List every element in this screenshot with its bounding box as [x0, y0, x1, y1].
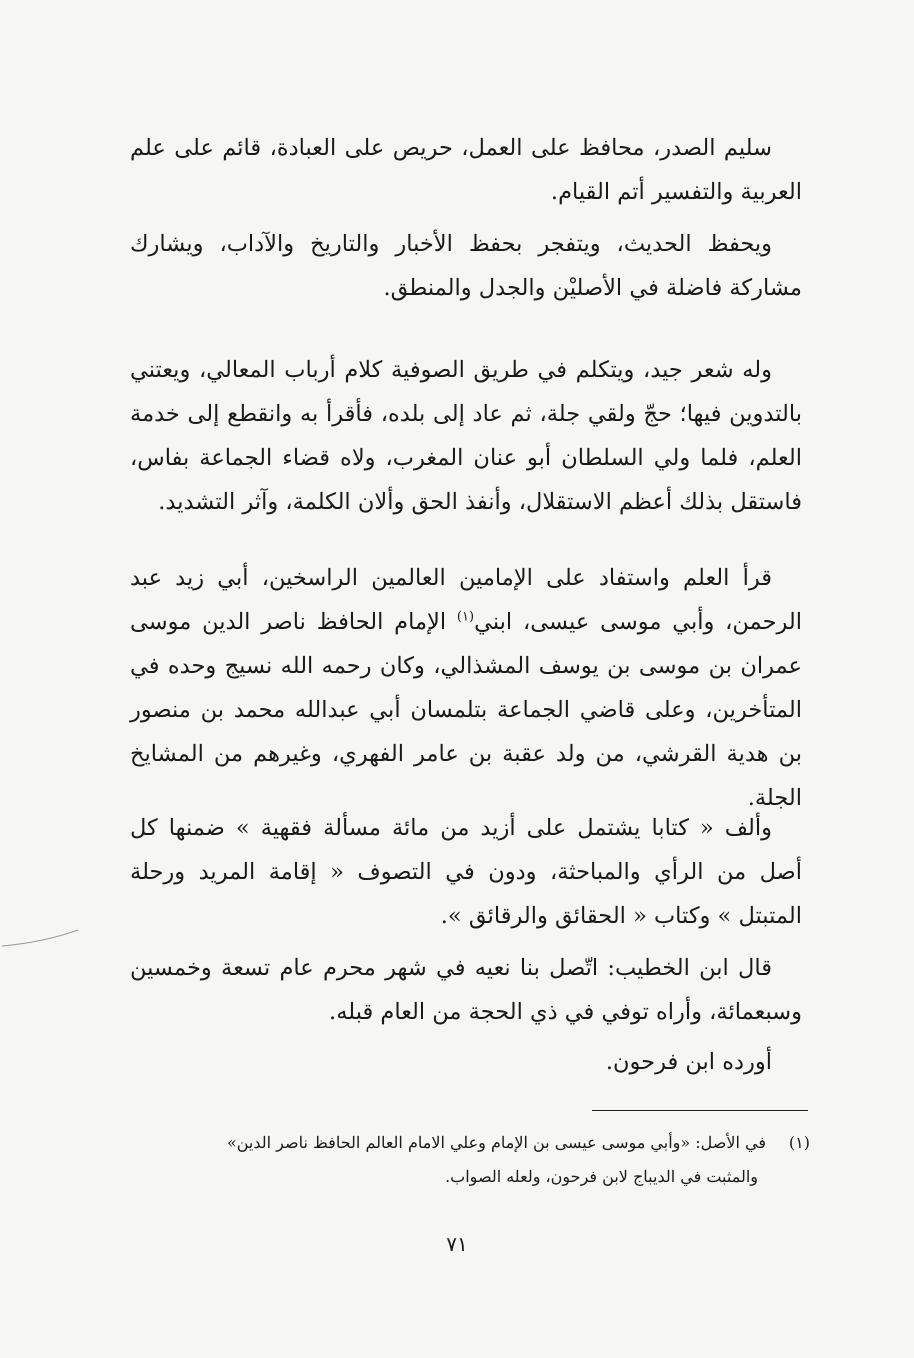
footnote-text-1: في الأصل: «وأبي موسى عيسى بن الإمام وعلي الامام العالم الحافظ ناصر الدين» [226, 1133, 766, 1152]
page-number: ٧١ [446, 1232, 468, 1256]
paragraph-2 [130, 222, 802, 310]
footnote-divider [592, 1110, 808, 1111]
footnote [150, 1126, 810, 1194]
paragraph-4-text [130, 556, 802, 820]
paragraph-3-text: وله شعر جيد، ويتكلم في طريق الصوفية كلام أرباب المعالي، ويعتني بالتدوين فيها؛ حجّ ولقي جلة، ثم عاد إلى بلده، فأقرأ به وانقطع إلى خدمة العلم، فلما ولي السلطان أبو عنان المغرب، ولاه قضاء الجماعة بفاس، فاستقل بذلك أعظم الاستقلال، وأنفذ الحق وألان الكلمة، وآثر التشديد. [130, 357, 802, 515]
footnote-text-2: والمثبت في الديباج لابن فرحون، ولعله الصواب. [445, 1167, 758, 1186]
paragraph-5-text: وألف « كتابا يشتمل على أزيد من مائة مسألة فقهية » ضمنها كل أصل من الرأي والمباحثة، ودون في التصوف « إقامة المريد ورحلة المتبتل » وكتاب « الحقائق والرقائق ». [130, 815, 802, 929]
paragraph-2-text: ويحفظ الحديث، ويتفجر بحفظ الأخبار والتاريخ والآداب، ويشارك مشاركة فاضلة في الأصليْن والجدل والمنطق. [130, 231, 802, 301]
footnote-number: (١) [788, 1133, 810, 1152]
scan-margin-mark-icon [0, 924, 90, 954]
paragraph-1-text: سليم الصدر، محافظ على العمل، حريص على العبادة، قائم على علم العربية والتفسير أتم القيام. [130, 135, 802, 205]
paragraph-6-text: قال ابن الخطيب: اتّصل بنا نعيه في شهر محرم عام تسعة وخمسين وسبعمائة، وأراه توفي في ذي الحجة من العام قبله. [130, 955, 802, 1025]
paragraph-4-part-1: قرأ العلم واستفاد على الإمامين العالمين الراسخين، أبي زيد عبد الرحمن، وأبي موسى عيسى، ابني [130, 565, 802, 635]
paragraph-1 [130, 126, 802, 214]
footnote-reference[interactable]: (١) [456, 609, 475, 625]
paragraph-7-text: أورده ابن فرحون. [605, 1049, 772, 1075]
paragraph-4-part-2: الإمام الحافظ ناصر الدين موسى عمران بن موسى بن يوسف المشذالي، وكان رحمه الله نسيج وحده في المتأخرين، وعلى قاضي الجماعة بتلمسان أبي عبدالله محمد بن منصور بن هدية القرشي، من ولد عقبة بن عامر الفهري، وغيرهم من المشايخ الجلة. [130, 609, 802, 811]
footnote-line-1 [150, 1126, 810, 1160]
paragraph-6 [130, 946, 802, 1034]
paragraph-7 [130, 1040, 802, 1084]
paragraph-3 [130, 348, 802, 524]
paragraph-4 [130, 556, 802, 820]
paragraph-5 [130, 806, 802, 938]
